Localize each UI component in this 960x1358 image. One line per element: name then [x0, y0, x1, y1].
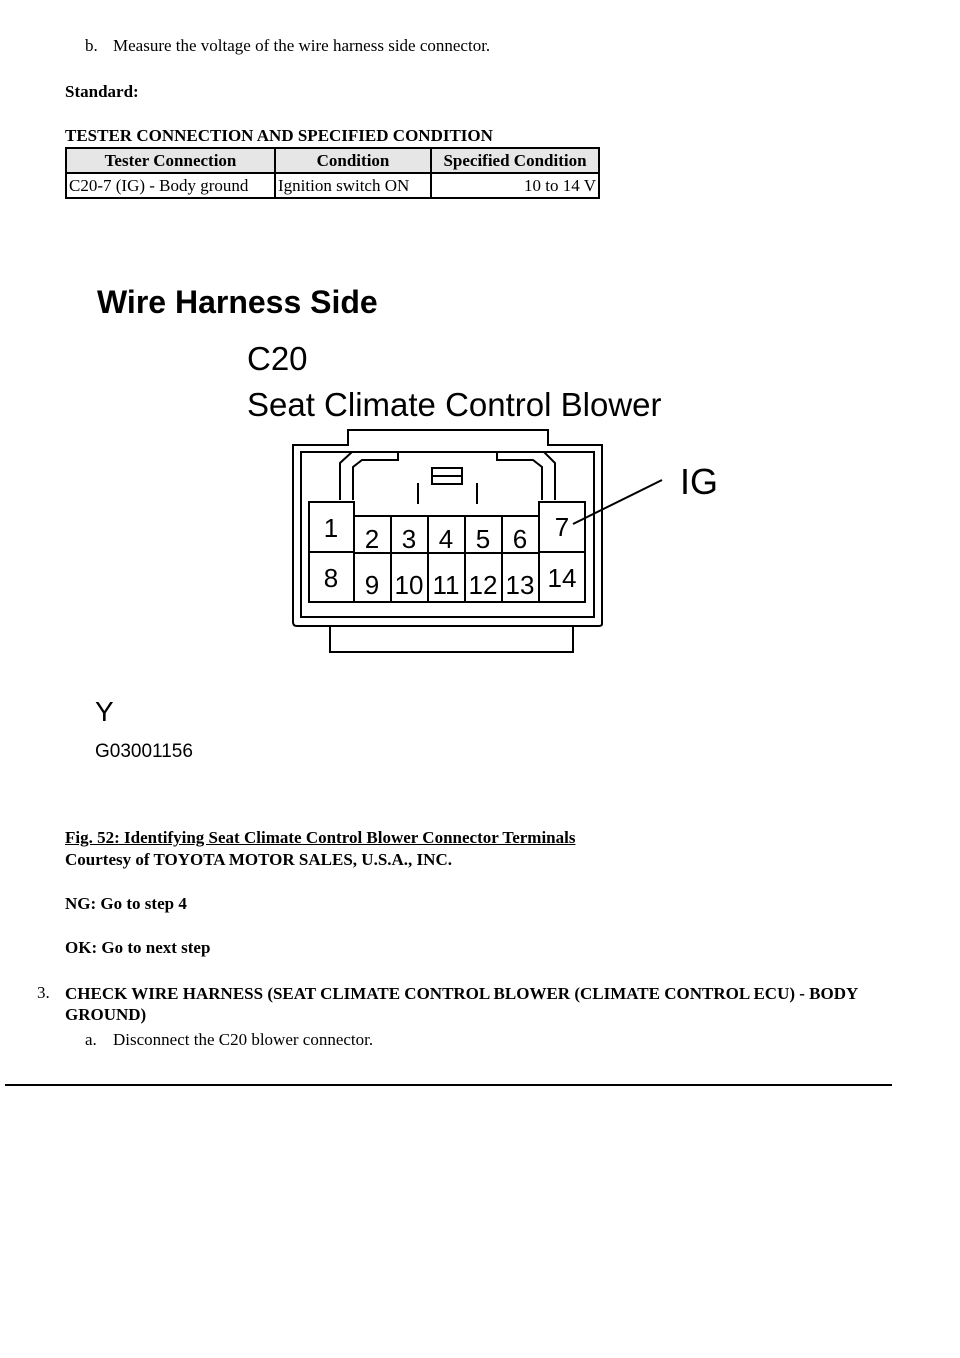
cell-condition: Ignition switch ON — [275, 173, 431, 198]
ig-leader-line — [573, 480, 662, 524]
pin-label: 6 — [512, 524, 528, 554]
ng-result: NG: Go to step 4 — [65, 894, 187, 913]
ok-result: OK: Go to next step — [65, 938, 211, 957]
pin-label: 11 — [432, 570, 460, 600]
connector-name: Seat Climate Control Blower — [247, 386, 662, 423]
step-b-marker: b. — [85, 36, 98, 55]
pin-label: 2 — [364, 524, 380, 554]
step-3-heading: CHECK WIRE HARNESS (SEAT CLIMATE CONTROL BLOWER (CLIMATE CONTROL ECU) - BODY GROUND) — [65, 984, 858, 1024]
pin-label: 10 — [394, 570, 424, 600]
step-a-marker: a. — [85, 1030, 97, 1049]
standard-label: Standard: — [65, 82, 139, 101]
pin-label: 4 — [438, 524, 454, 554]
courtesy-line: Courtesy of TOYOTA MOTOR SALES, U.S.A., INC. — [65, 850, 452, 869]
step-a-text: Disconnect the C20 blower connector. — [113, 1030, 374, 1049]
cell-specified-condition: 10 to 14 V — [431, 173, 599, 198]
pin-label: 5 — [475, 524, 491, 554]
pin-label: 14 — [547, 563, 577, 593]
figure-caption: Fig. 52: Identifying Seat Climate Control Blower Connector Terminals — [65, 828, 576, 847]
header-condition: Condition — [275, 148, 431, 173]
pin-label: 13 — [505, 570, 535, 600]
table-title: TESTER CONNECTION AND SPECIFIED CONDITION — [65, 126, 493, 145]
header-specified-condition: Specified Condition — [431, 148, 599, 173]
step-b-text: Measure the voltage of the wire harness side connector. — [113, 36, 491, 55]
wire-color-code: Y — [95, 696, 114, 727]
diagram-heading: Wire Harness Side — [97, 284, 378, 320]
step-3-number: 3. — [37, 983, 50, 1002]
graphic-id: G03001156 — [95, 741, 193, 762]
pin-label: 12 — [468, 570, 498, 600]
header-tester-connection: Tester Connection — [66, 148, 275, 173]
pin-label: 8 — [323, 563, 339, 593]
ig-label: IG — [680, 461, 719, 502]
pin-label: 9 — [364, 570, 380, 600]
cell-tester-connection: C20-7 (IG) - Body ground — [66, 173, 275, 198]
pin-label: 7 — [554, 512, 570, 542]
step-a — [85, 1030, 373, 1050]
pin-label: 3 — [401, 524, 417, 554]
connector-code: C20 — [247, 340, 308, 377]
pin-label: 1 — [323, 513, 339, 543]
page-divider — [5, 1084, 892, 1086]
